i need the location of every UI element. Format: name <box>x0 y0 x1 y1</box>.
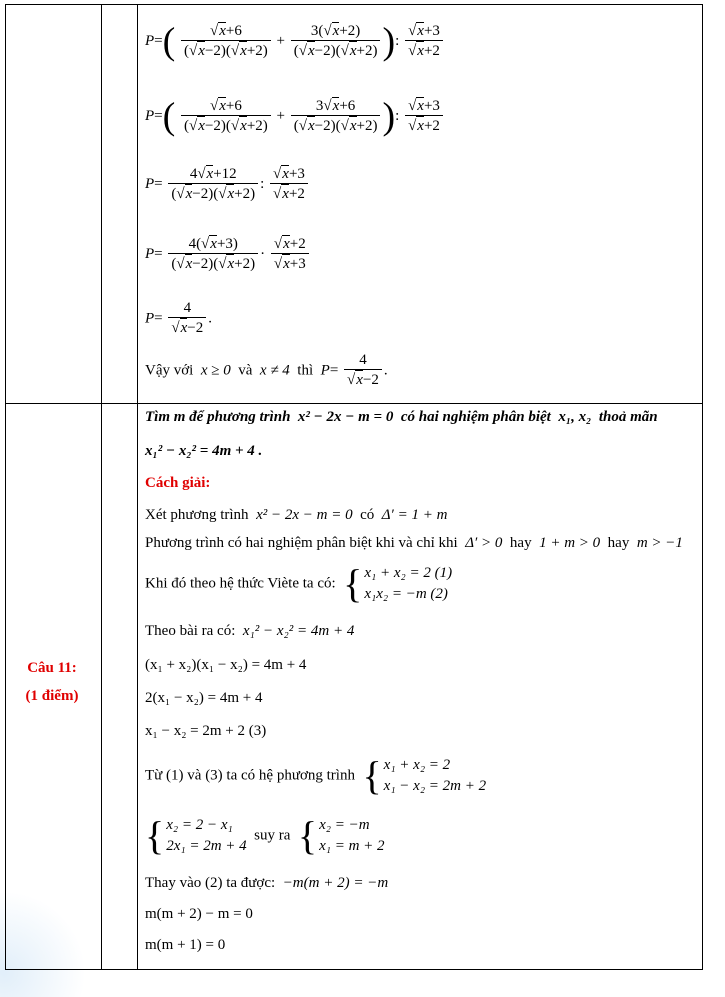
math-line-2: P=( $\frac{√x+6}{(√x-2)(√x+2)}$ + $\frac{3√x+6}{(√x-2)(√x+2)}$ ): $\frac{√x+3}{√x+2}$ <box>145 97 445 136</box>
step-5: (x₁ + x₂)(x₁ − x₂) = 4m + 4 <box>145 657 307 673</box>
question-label: Câu 11: <box>27 660 77 676</box>
math-line-1: P=( $\frac{√x+6}{(√x-2)(√x+2)}$ + $\frac{3(√x+2)}{(√x-2)(√x+2)}$ ): $\frac{√x+3}{√x+2}$ <box>145 22 445 61</box>
step-10: Thay vào (2) ta được: −m(m + 2) = −m <box>145 875 389 891</box>
step-9: { x₂ = 2 − x₁ 2x₁ = 2m + 4 suy ra { x₂ = −m x₁ = m + 2 <box>145 813 385 858</box>
method-heading: Cách giải: <box>145 475 211 491</box>
step-1: Xét phương trình x² − 2x − m = 0 có Δ′ = 1 + m <box>145 507 448 523</box>
step-3: Khi đó theo hệ thức Viète ta có: { x₁ + x₂ = 2 (1) x₁x₂ = −m (2) <box>145 561 453 606</box>
step-8: Từ (1) và (3) ta có hệ phương trình { x₁ + x₂ = 2 x₁ − x₂ = 2m + 2 <box>145 753 487 798</box>
problem-statement: Tìm m để phương trình x² − 2x − m = 0 có hai nghiệm phân biệt x₁, x₂ thoả mãn <box>145 409 658 425</box>
step-11: m(m + 2) − m = 0 <box>145 906 253 922</box>
conclusion-line: Vậy với x ≥ 0 và x ≠ 4 thì P= $\frac{4}{√x-2}$ . <box>145 352 388 388</box>
step-6: 2(x₁ − x₂) = 4m + 4 <box>145 690 263 706</box>
math-line-4: P= $\frac{4(√x+3)}{(√x-2)(√x+2)}$ · $\frac{√x+2}{√x+3}$ <box>145 235 311 274</box>
step-7: x₁ − x₂ = 2m + 2 (3) <box>145 723 267 739</box>
row-divider <box>6 403 702 404</box>
step-12: m(m + 1) = 0 <box>145 937 226 953</box>
step-2: Phương trình có hai nghiệm phân biệt khi và chỉ khi Δ′ > 0 hay 1 + m > 0 hay m > −1 <box>145 535 683 551</box>
math-line-5: P= $\frac{4}{√x-2}$ . <box>145 300 213 336</box>
step-4: Theo bài ra có: x₁² − x₂² = 4m + 4 <box>145 623 355 639</box>
column-divider <box>101 5 102 969</box>
question-points: (1 điểm) <box>25 688 79 704</box>
column-divider <box>137 5 138 969</box>
problem-condition: x₁² − x₂² = 4m + 4 . <box>145 443 263 459</box>
math-line-3: P= $\frac{4√x+12}{(√x-2)(√x+2)}$ : $\frac{√x+3}{√x+2}$ <box>145 165 310 204</box>
